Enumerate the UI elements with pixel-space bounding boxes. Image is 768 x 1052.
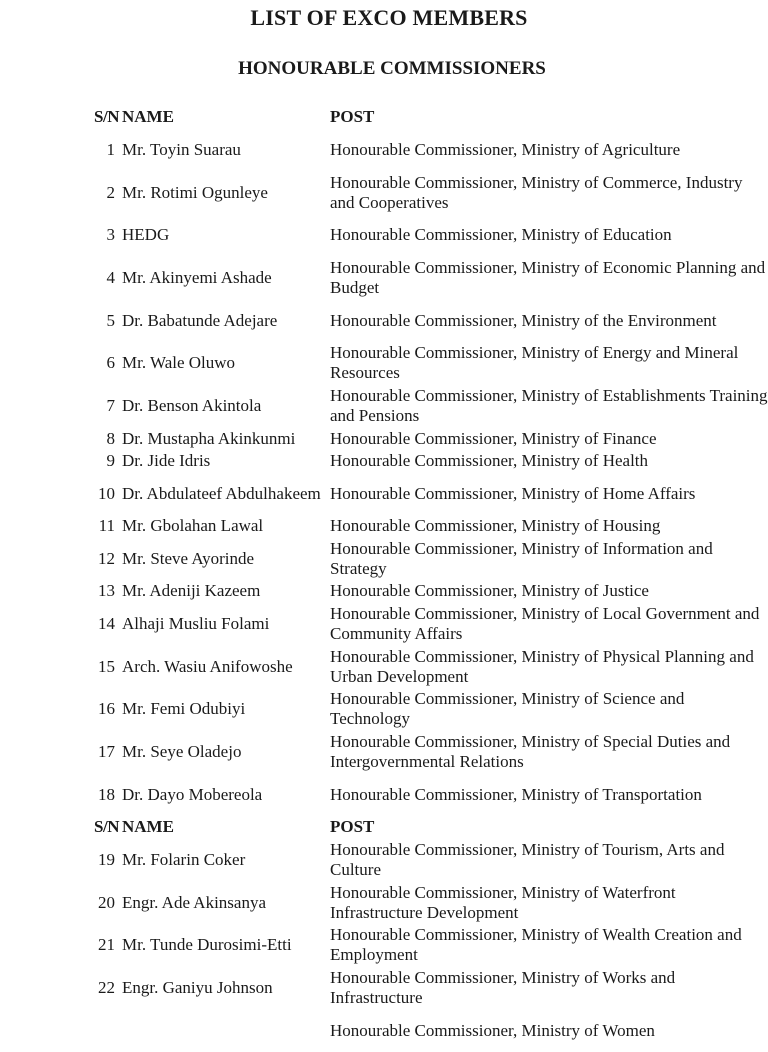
row-name: Engr. Ganiyu Johnson bbox=[122, 978, 273, 998]
table-row bbox=[0, 450, 768, 473]
row-sn: 11 bbox=[98, 516, 115, 536]
row-sn: 9 bbox=[106, 451, 115, 471]
table-row bbox=[0, 967, 768, 1010]
row-post: Honourable Commissioner, Ministry of Physical Planning and Urban Development bbox=[330, 646, 754, 686]
table-row bbox=[0, 645, 768, 688]
row-post: Honourable Commissioner, Ministry of Economic Planning and Budget bbox=[330, 257, 766, 297]
row-post: Honourable Commissioner, Ministry of the Environment bbox=[330, 310, 717, 330]
row-sn: 22 bbox=[98, 978, 115, 998]
table-row bbox=[0, 515, 768, 538]
row-post: Honourable Commissioner, Ministry of Energy and Mineral Resources bbox=[330, 343, 739, 383]
row-name: Dr. Abdulateef Abdulhakeem bbox=[122, 483, 321, 503]
row-sn: 20 bbox=[98, 892, 115, 912]
row-name: Dr. Benson Akintola bbox=[122, 395, 262, 415]
row-sn: 17 bbox=[98, 742, 115, 762]
row-name: Mr. Adeniji Kazeem bbox=[122, 581, 261, 601]
row-name: Dr. Babatunde Adejare bbox=[122, 310, 278, 330]
row-post: Honourable Commissioner, Ministry of Justice bbox=[330, 581, 649, 601]
row-name: Mr. Toyin Suarau bbox=[122, 139, 241, 159]
table-row bbox=[0, 129, 768, 172]
header-sn: S/N bbox=[94, 107, 119, 127]
row-post: Honourable Commissioner, Ministry of Science and Technology bbox=[330, 689, 685, 729]
row-post: Honourable Commissioner, Ministry of Transportation bbox=[330, 784, 702, 804]
row-sn: 4 bbox=[106, 267, 115, 287]
row-sn: 10 bbox=[98, 483, 115, 503]
row-post: Honourable Commissioner, Ministry of Finance bbox=[330, 428, 657, 448]
table-row bbox=[0, 472, 768, 515]
row-post: Honourable Commissioner, Ministry of Local Government and Community Affairs bbox=[330, 604, 760, 644]
row-post: Honourable Commissioner, Ministry of Establishments Training and Pensions bbox=[330, 385, 768, 425]
row-sn: 3 bbox=[106, 225, 115, 245]
header-name: NAME bbox=[122, 107, 174, 127]
row-post: Honourable Commissioner, Ministry of Waterfront Infrastructure Development bbox=[330, 882, 676, 922]
row-sn: 15 bbox=[98, 656, 115, 676]
row-post: Honourable Commissioner, Ministry of Health bbox=[330, 451, 649, 471]
row-name: Dr. Jide Idris bbox=[122, 451, 211, 471]
row-name: Mr. Seye Oladejo bbox=[122, 742, 242, 762]
table-row bbox=[0, 580, 768, 603]
row-sn: 18 bbox=[98, 784, 115, 804]
row-post: Honourable Commissioner, Ministry of Tourism, Arts and Culture bbox=[330, 839, 725, 879]
row-name: Mr. Tunde Durosimi-Etti bbox=[122, 935, 292, 955]
row-sn: 7 bbox=[106, 395, 115, 415]
row-name: Mr. Wale Oluwo bbox=[122, 353, 236, 373]
table-row bbox=[0, 538, 768, 581]
header-name: NAME bbox=[122, 817, 174, 837]
row-name: Mr. Akinyemi Ashade bbox=[122, 267, 272, 287]
row-sn: 1 bbox=[106, 139, 115, 159]
row-name: Mr. Folarin Coker bbox=[122, 849, 246, 869]
table-header bbox=[0, 106, 768, 129]
row-post: Honourable Commissioner, Ministry of Works and Infrastructure bbox=[330, 968, 676, 1008]
row-sn: 19 bbox=[98, 849, 115, 869]
row-post: Honourable Commissioner, Ministry of Commerce, Industry and Cooperatives bbox=[330, 172, 743, 212]
table-row bbox=[0, 688, 768, 731]
header-sn: S/N bbox=[94, 817, 119, 837]
row-name: Alhaji Musliu Folami bbox=[122, 614, 270, 634]
row-sn: 5 bbox=[106, 310, 115, 330]
table-row bbox=[0, 342, 768, 385]
table-row bbox=[0, 214, 768, 257]
row-name: Mr. Gbolahan Lawal bbox=[122, 516, 264, 536]
table-row bbox=[0, 1009, 768, 1052]
table-row bbox=[0, 773, 768, 816]
row-sn: 2 bbox=[106, 182, 115, 202]
table-row bbox=[0, 385, 768, 428]
row-post: Honourable Commissioner, Ministry of Wealth Creation and Employment bbox=[330, 925, 742, 965]
row-post: Honourable Commissioner, Ministry of Education bbox=[330, 225, 672, 245]
table-row bbox=[0, 299, 768, 342]
row-sn: 12 bbox=[98, 548, 115, 568]
table-row bbox=[0, 171, 768, 214]
row-post: Honourable Commissioner, Ministry of Information and Strategy bbox=[330, 538, 713, 578]
row-name: Dr. Dayo Mobereola bbox=[122, 784, 263, 804]
table-row bbox=[0, 603, 768, 646]
row-name: HEDG bbox=[122, 225, 170, 245]
row-sn: 8 bbox=[106, 428, 115, 448]
table-row bbox=[0, 839, 768, 882]
table-row bbox=[0, 924, 768, 967]
header-post: POST bbox=[330, 107, 375, 127]
document-title: LIST OF EXCO MEMBERS bbox=[250, 5, 528, 30]
table-row bbox=[0, 427, 768, 450]
table-header bbox=[0, 816, 768, 839]
row-sn: 13 bbox=[98, 581, 115, 601]
row-post: Honourable Commissioner, Ministry of Home Affairs bbox=[330, 483, 696, 503]
members-table bbox=[0, 106, 768, 1052]
row-name: Mr. Rotimi Ogunleye bbox=[122, 182, 268, 202]
row-sn: 14 bbox=[98, 614, 115, 634]
section-subtitle: HONOURABLE COMMISSIONERS bbox=[238, 58, 546, 79]
row-sn: 6 bbox=[106, 353, 115, 373]
row-post: Honourable Commissioner, Ministry of Special Duties and Intergovernmental Relations bbox=[330, 732, 731, 772]
row-sn: 16 bbox=[98, 699, 115, 719]
table-row bbox=[0, 881, 768, 924]
header-post: POST bbox=[330, 817, 375, 837]
row-sn: 21 bbox=[98, 935, 115, 955]
row-name: Dr. Mustapha Akinkunmi bbox=[122, 428, 296, 448]
row-post: Honourable Commissioner, Ministry of Housing bbox=[330, 516, 661, 536]
table-row bbox=[0, 257, 768, 300]
row-name: Arch. Wasiu Anifowoshe bbox=[122, 656, 293, 676]
table-row bbox=[0, 731, 768, 774]
row-name: Mr. Femi Odubiyi bbox=[122, 699, 246, 719]
row-name: Engr. Ade Akinsanya bbox=[122, 892, 267, 912]
row-post: Honourable Commissioner, Ministry of Agriculture bbox=[330, 139, 681, 159]
row-name: Mr. Steve Ayorinde bbox=[122, 548, 255, 568]
row-post: Honourable Commissioner, Ministry of Women bbox=[330, 1020, 655, 1040]
